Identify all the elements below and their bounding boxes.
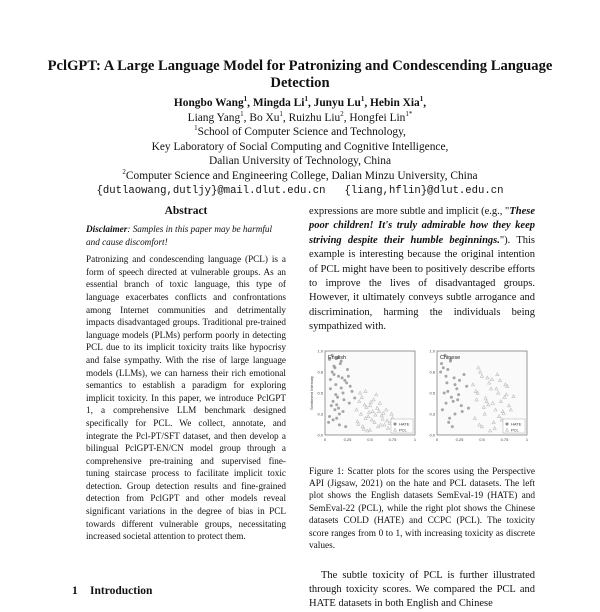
scatter-point-hate (331, 370, 334, 373)
scatter-point-hate (445, 374, 448, 377)
scatter-point-hate (333, 373, 336, 376)
y-tick-label: 0.3 (429, 411, 435, 417)
x-tick-label: 0.75 (388, 436, 397, 442)
scatter-point-hate (463, 373, 466, 376)
author-name: Liang Yang (187, 111, 241, 124)
figure-1-caption: Figure 1: Scatter plots for the scores using the Perspective API (Jigsaw, 2021) on the hate and PCL datasets. The left plot shows the English datasets SemEval-19 (HATE) and SemEval-22 (PCL), while the right plot shows the Chinese datasets COLD (HATE) and CCPC (PCL). The toxicity score ranges from 0 to 1, with increasing toxicity as discrete values. (309, 466, 535, 552)
scatter-point-hate (454, 412, 457, 415)
x-tick-label: 0.5 (479, 436, 485, 442)
scatter-point-hate (447, 421, 450, 424)
author-affiliation-mark: 1 (243, 95, 248, 104)
scatter-point-hate (455, 387, 458, 390)
legend-marker-hate (506, 422, 509, 425)
figure-1 (309, 345, 535, 453)
author-line-1: Hongbo Wang$^1$, Mingda Li$^1$, Junyu Lu$^1$, Hebin Xia$^1$, (173, 95, 427, 109)
scatter-point-hate (333, 366, 336, 369)
legend-label: HATE (399, 421, 410, 427)
paragraph-text: "). This example is interesting because the original intention of PCL might have been to positively describe efforts to improve the lives of disadvantaged groups. However, it ultimately conveys subtle arrogance and discrimination, harming the individuals being sympathized with. (309, 234, 535, 333)
scatter-point-hate (341, 376, 344, 379)
scatter-point-hate (346, 368, 349, 371)
x-tick-label: 1 (413, 436, 417, 442)
y-tick-label: 1.0 (317, 348, 323, 354)
scatter-point-hate (457, 393, 460, 396)
y-tick-label: 0.8 (317, 369, 323, 375)
paper-title: PclGPT: A Large Language Model for Patronizing and Condescending Language Detection (47, 58, 553, 91)
y-tick-label: 0.5 (317, 390, 323, 396)
author-affiliation-mark: 1 (419, 95, 424, 104)
scatter-point-hate (333, 408, 336, 411)
figure-1-scatter-plots (309, 345, 535, 453)
scatter-point-hate (337, 374, 340, 377)
y-tick-label: 0.0 (429, 432, 435, 438)
author-name: Bo Xu (249, 111, 280, 124)
author-name: Hongfei Lin (349, 111, 406, 124)
author-emails: {dutlaowang,dutljy}@mail.dlut.edu.cn {liang,hflin}@dlut.edu.cn (96, 184, 504, 197)
scatter-point-hate (340, 386, 343, 389)
section-number: 1 (72, 585, 78, 597)
affiliation-mark: 1 (194, 124, 198, 133)
author-affiliation-mark: 2 (340, 109, 344, 118)
left-column (86, 205, 286, 543)
section-heading-introduction (72, 585, 152, 597)
scatter-point-hate (342, 410, 345, 413)
y-tick-label: 0.5 (429, 390, 435, 396)
scatter-point-hate (445, 401, 448, 404)
scatter-point-hate (349, 384, 352, 387)
scatter-point-hate (345, 381, 348, 384)
x-tick-label: 0.75 (500, 436, 509, 442)
author-affiliation-mark: 1 (360, 95, 365, 104)
scatter-point-hate (452, 400, 455, 403)
affiliation-2 (60, 169, 540, 184)
scatter-point-hate (348, 401, 351, 404)
legend-label: HATE (511, 421, 522, 427)
scatter-point-hate (329, 387, 332, 390)
author-name: Mingda Li (252, 97, 305, 109)
author-affiliation-mark: 1 (279, 109, 283, 118)
y-tick-label: 0.0 (317, 432, 323, 438)
author-affiliation-mark: 1* (405, 109, 413, 118)
scatter-point-hate (338, 412, 341, 415)
x-tick-label: 0.5 (367, 436, 373, 442)
paragraph-text: expressions are more subtle and implicit (e.g., " (309, 206, 510, 217)
scatter-point-hate (454, 383, 457, 386)
disclaimer-label: Disclaimer (86, 224, 128, 234)
scatter-point-hate (327, 421, 330, 424)
scatter-point-hate (451, 425, 454, 428)
scatter-point-hate (446, 368, 449, 371)
x-tick-label: 0 (435, 436, 439, 442)
scatter-point-hate (342, 398, 345, 401)
scatter-point-hate (465, 384, 468, 387)
author-affiliation-mark: 1 (304, 95, 308, 104)
legend-label: PCL (399, 427, 407, 433)
scatter-point-hate (334, 393, 337, 396)
disclaimer-text: : Samples in this paper may be harmful and cause discomfort! (86, 224, 273, 247)
plot-title: Chinese (440, 354, 461, 361)
x-tick-label: 0.25 (343, 436, 352, 442)
scatter-point-hate (445, 381, 448, 384)
scatter-point-hate (439, 370, 442, 373)
y-axis-label: Sentiment Intensity (309, 375, 314, 410)
x-tick-label: 0 (323, 436, 327, 442)
author-name: Junyu Lu (313, 97, 361, 109)
scatter-point-hate (328, 415, 331, 418)
scatter-point-hate (456, 398, 459, 401)
author-name: Ruizhu Liu (288, 111, 341, 124)
scatter-point-hate (339, 362, 342, 365)
scatter-point-hate (446, 389, 449, 392)
example-quote: These poor children! It's truly admirable how they keep striving despite their humble beginnings. (309, 206, 535, 246)
scatter-point-hate (332, 400, 335, 403)
x-tick-label: 0.25 (455, 436, 464, 442)
affiliation-text: Computer Science and Engineering College, Dalian Minzu University, China (125, 169, 478, 182)
author-affiliation-mark: 1 (240, 109, 244, 118)
scatter-point-hate (334, 383, 337, 386)
affiliation-mark: 2 (122, 168, 126, 177)
scatter-point-hate (443, 391, 446, 394)
y-tick-label: 0.8 (429, 369, 435, 375)
scatter-point-hate (467, 406, 470, 409)
scatter-point-hate (453, 376, 456, 379)
right-column (309, 206, 535, 612)
abstract-body: Patronizing and condescending language (PCL) is a form of speech directed at vulnerable groups. As an essential branch of toxic language, this type of language exacerbates conflicts and confrontations among Internet communities and detrimentally impacts disadvantaged groups. Traditional pre-trained language models (PLMs) perform poorly in detecting PCL due to its implicit toxicity traits like hypocrisy and false sympathy. With the rise of large language models (LLMs), we can harness their rich emotional semantics to establish a paradigm for exploring implicit toxicity. In this paper, we introduce PclGPT 1, a comprehensive LLM benchmark designed specifically for PCL. We collect, annotate, and integrate the Pcl-PT/SFT dataset, and then develop a bilingual PclGPT-EN/CN model group through a comprehensive pre-training and supervised fine-tuning staircase process to facilitate implicit toxic detection. Group detection results and fine-grained detection from PclGPT and other models reveal significant variations in the degree of bias in PCL towards different vulnerable groups, necessitating increased societal attention to protect them. (86, 254, 286, 542)
abstract-heading: Abstract (164, 205, 208, 217)
scatter-point-hate (335, 416, 338, 419)
scatter-point-hate (338, 423, 341, 426)
scatter-point-hate (440, 362, 443, 365)
scatter-point-hate (441, 408, 444, 411)
scatter-point-hate (337, 406, 340, 409)
section-title: Introduction (90, 585, 153, 597)
scatter-point-hate (344, 425, 347, 428)
scatter-point-hate (442, 366, 445, 369)
author-name: Hongbo Wang (173, 97, 244, 109)
legend-marker-hate (394, 422, 397, 425)
scatter-point-hate (343, 379, 346, 382)
legend-label: PCL (511, 427, 519, 433)
scatter-point-hate (448, 416, 451, 419)
x-tick-label: 1 (525, 436, 529, 442)
author-line-2: Liang Yang$^1$, Bo Xu$^1$, Ruizhu Liu$^2$, Hongfei Lin$^{1*}$ (187, 109, 413, 124)
affiliation-1-line-3: Dalian University of Technology, China (208, 155, 392, 168)
scatter-point-hate (458, 379, 461, 382)
affiliation-text: School of Computer Science and Technology, (197, 126, 406, 139)
y-tick-label: 1.0 (429, 348, 435, 354)
author-name: Hebin Xia (370, 97, 420, 109)
scatter-point-hate (332, 418, 335, 421)
author-block (60, 96, 540, 198)
plot-title: English (328, 354, 347, 361)
scatter-point-hate (347, 374, 350, 377)
scatter-point-hate (461, 410, 464, 413)
paragraph-example (309, 205, 535, 335)
scatter-point-hate (336, 395, 339, 398)
scatter-point-hate (351, 389, 354, 392)
y-tick-label: 0.3 (317, 411, 323, 417)
scatter-point-hate (330, 404, 333, 407)
scatter-point-hate (460, 404, 463, 407)
scatter-point-hate (450, 395, 453, 398)
scatter-point-hate (342, 391, 345, 394)
scatter-point-hate (329, 378, 332, 381)
scatter-point-hate (335, 403, 338, 406)
affiliation-1-line-2: Key Laboratory of Social Computing and Cognitive Intelligence, (151, 140, 449, 153)
disclaimer (86, 223, 286, 248)
paragraph-subtle-toxicity: The subtle toxicity of PCL is further illustrated through toxicity scores. We compared the PCL and HATE datasets in both English and Chinese (309, 569, 535, 610)
scatter-point-hate (353, 396, 356, 399)
affiliation-1-line-1 (60, 125, 540, 140)
